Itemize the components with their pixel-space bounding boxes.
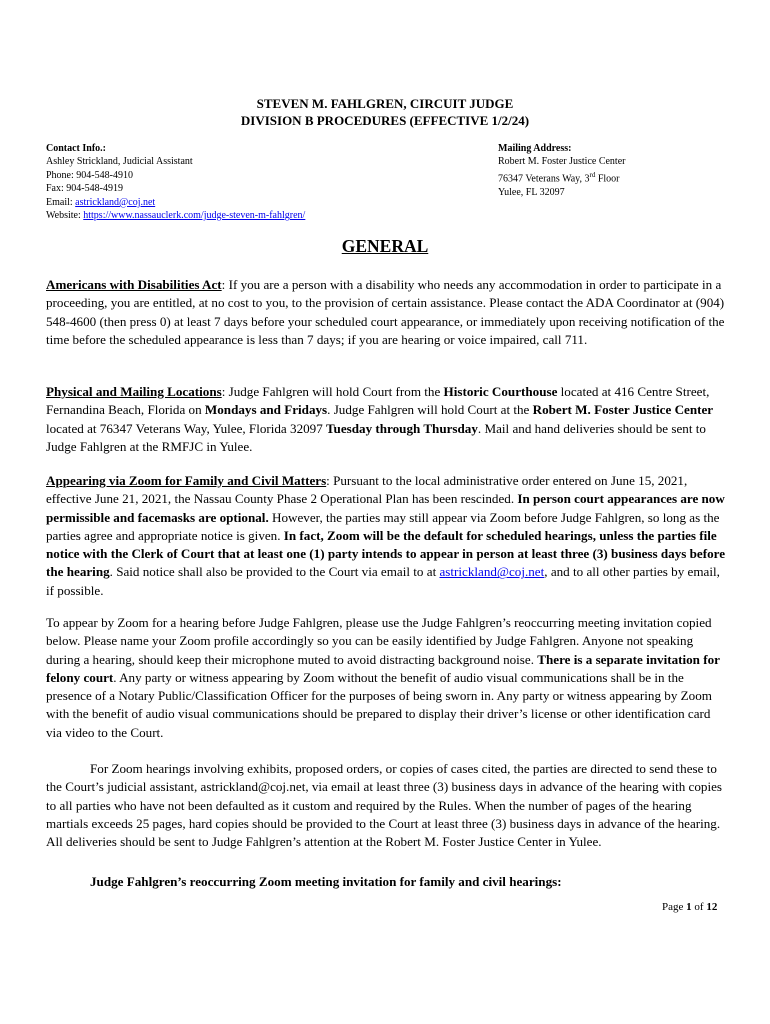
zoom-heading: Appearing via Zoom for Family and Civil Matters [46, 473, 327, 488]
page-footer [662, 901, 717, 913]
contact-fax: Fax: 904-548-4919 [46, 183, 123, 195]
zoom-text-3: . Said notice shall also be provided to the Court via email to at [109, 564, 440, 580]
zoom-paragraph [46, 472, 726, 600]
contact-assistant: Ashley Strickland, Judicial Assistant [46, 156, 193, 168]
mailing-line2 [498, 169, 625, 186]
website-prefix: Website: [46, 210, 84, 222]
zoom2-text-1: To appear by Zoom for a hearing before Judge Fahlgren, please use the Judge Fahlgren’s reoccurring meeting invitation copied below. Please name your Zoom profile accordingly so you can be easily identified by Judge Fahlgren. Anyone not speaking during a hearing, should keep their microphone muted to avoid distracting background noise. [46, 615, 712, 667]
mailing-line3: Yulee, FL 32097 [498, 186, 565, 198]
locations-bold-1: Historic Courthouse [443, 384, 558, 399]
mailing-line2-post: Floor [595, 173, 620, 185]
ada-paragraph [46, 276, 726, 349]
footer-page-total: 12 [706, 901, 718, 913]
zoom-email-link[interactable]: astrickland@coj.net [439, 564, 545, 580]
contact-label: Contact Info.: [46, 143, 106, 154]
locations-bold-4: Tuesday through Thursday [326, 420, 478, 436]
mailing-line1: Robert M. Foster Justice Center [498, 156, 626, 168]
ada-text: : If you are a person with a disability who needs any accommodation in order to participate in a proceeding, you are entitled, at no cost to you, to the provision of certain assistance. Please contact the ADA Coordinator at (904) 548-4600 (then press 0) at least 7 days before your scheduled court appearance, or immediately upon receiving notification of the time before the scheduled appearance is less than 7 days; if you are hearing or voice impaired, call 711. [46, 277, 725, 347]
locations-paragraph [46, 383, 726, 456]
mailing-label: Mailing Address: [498, 143, 572, 154]
locations-text-2: located at 416 Centre Street, Fernandina Beach, Florida on [46, 384, 710, 418]
general-heading: GENERAL [341, 236, 429, 256]
locations-text-3: . Judge Fahlgren will hold Court at the [327, 402, 533, 418]
zoom-bold-2: In fact, Zoom will be the default for scheduled hearings, unless the parties file notice with the Clerk of Court that at least one (1) party intends to appear in person at least three (3) business days before the hearing [46, 527, 726, 580]
locations-text-5: . Mail and hand deliveries should be sent to Judge Fahlgren at the RMFJC in Yulee. [46, 420, 706, 454]
footer-of-word: of [691, 901, 707, 913]
page-subtitle: DIVISION B PROCEDURES (EFFECTIVE 1/2/24) [240, 113, 530, 128]
footer-page-word: Page [662, 901, 687, 913]
contact-email-link[interactable]: astrickland@coj.net [75, 196, 156, 208]
invitation-heading: Judge Fahlgren’s reoccurring Zoom meeting invitation for family and civil hearings: [90, 874, 562, 889]
felony-invitation-note: There is a separate invitation for felony court [46, 651, 720, 685]
locations-bold-3: Robert M. Foster Justice Center [532, 402, 714, 418]
footer-page-number: 1 [686, 901, 692, 913]
mailing-address-block [498, 142, 625, 199]
contact-website-line [46, 209, 305, 222]
zoom-text-2: However, the parties may still appear via Zoom before Judge Fahlgren, so long as the parties agree and appropriate notice is given. [46, 509, 720, 543]
zoom-text-4: , and to all other parties by email, if possible. [46, 564, 720, 598]
exhibits-text: For Zoom hearings involving exhibits, proposed orders, or copies of cases cited, the parties are directed to send these to the Court’s judicial assistant, astrickland@coj.net, via email at least three (3) business days in advance of the hearing with copies to all parties who have not been defaulted as it custom and required by the Rules. When the number of pages of the hearing martials exceeds 25 pages, hard copies should be provided to the Court at least three (3) business days in advance of the hearing. All deliveries should be sent to Judge Fahlgren’s attention at the Robert M. Foster Justice Center in Yulee. [46, 761, 723, 850]
mailing-line2-sup: rd [589, 170, 596, 179]
zoom2-text-2: . Any party or witness appearing by Zoom without the benefit of audio visual communications shall be in the presence of a Notary Public/Classification Officer for the purposes of being sworn in. Any party or witness appearing by Zoom with the benefit of audio visual communications should be prepared to display their driver’s license or other identification card via video to the Court. [46, 669, 712, 740]
zoom-instructions-paragraph [46, 614, 726, 742]
contact-phone: Phone: 904-548-4910 [46, 169, 133, 181]
ada-heading: Americans with Disabilities Act [46, 277, 222, 292]
contact-info-block [46, 142, 305, 222]
mailing-line2-text: 76347 Veterans Way, 3 [498, 173, 590, 185]
zoom-bold-1: In person court appearances are now permissible and facemasks are optional. [46, 491, 725, 525]
contact-email-line [46, 196, 305, 209]
contact-website-link[interactable]: https://www.nassauclerk.com/judge-steven-m-fahlgren/ [83, 210, 306, 222]
email-prefix: Email: [46, 196, 76, 208]
locations-bold-2: Mondays and Fridays [204, 402, 328, 418]
exhibits-paragraph [46, 760, 726, 851]
zoom-text-1: : Pursuant to the local administrative order entered on June 15, 2021, effective June 21, 2021, the Nassau County Phase 2 Operational Plan has been rescinded. [46, 473, 688, 507]
page-title: STEVEN M. FAHLGREN, CIRCUIT JUDGE [256, 96, 514, 111]
locations-text-1: : Judge Fahlgren will hold Court from the [221, 384, 444, 399]
locations-heading: Physical and Mailing Locations [46, 384, 222, 399]
locations-text-4: located at 76347 Veterans Way, Yulee, Florida 32097 [46, 420, 327, 436]
